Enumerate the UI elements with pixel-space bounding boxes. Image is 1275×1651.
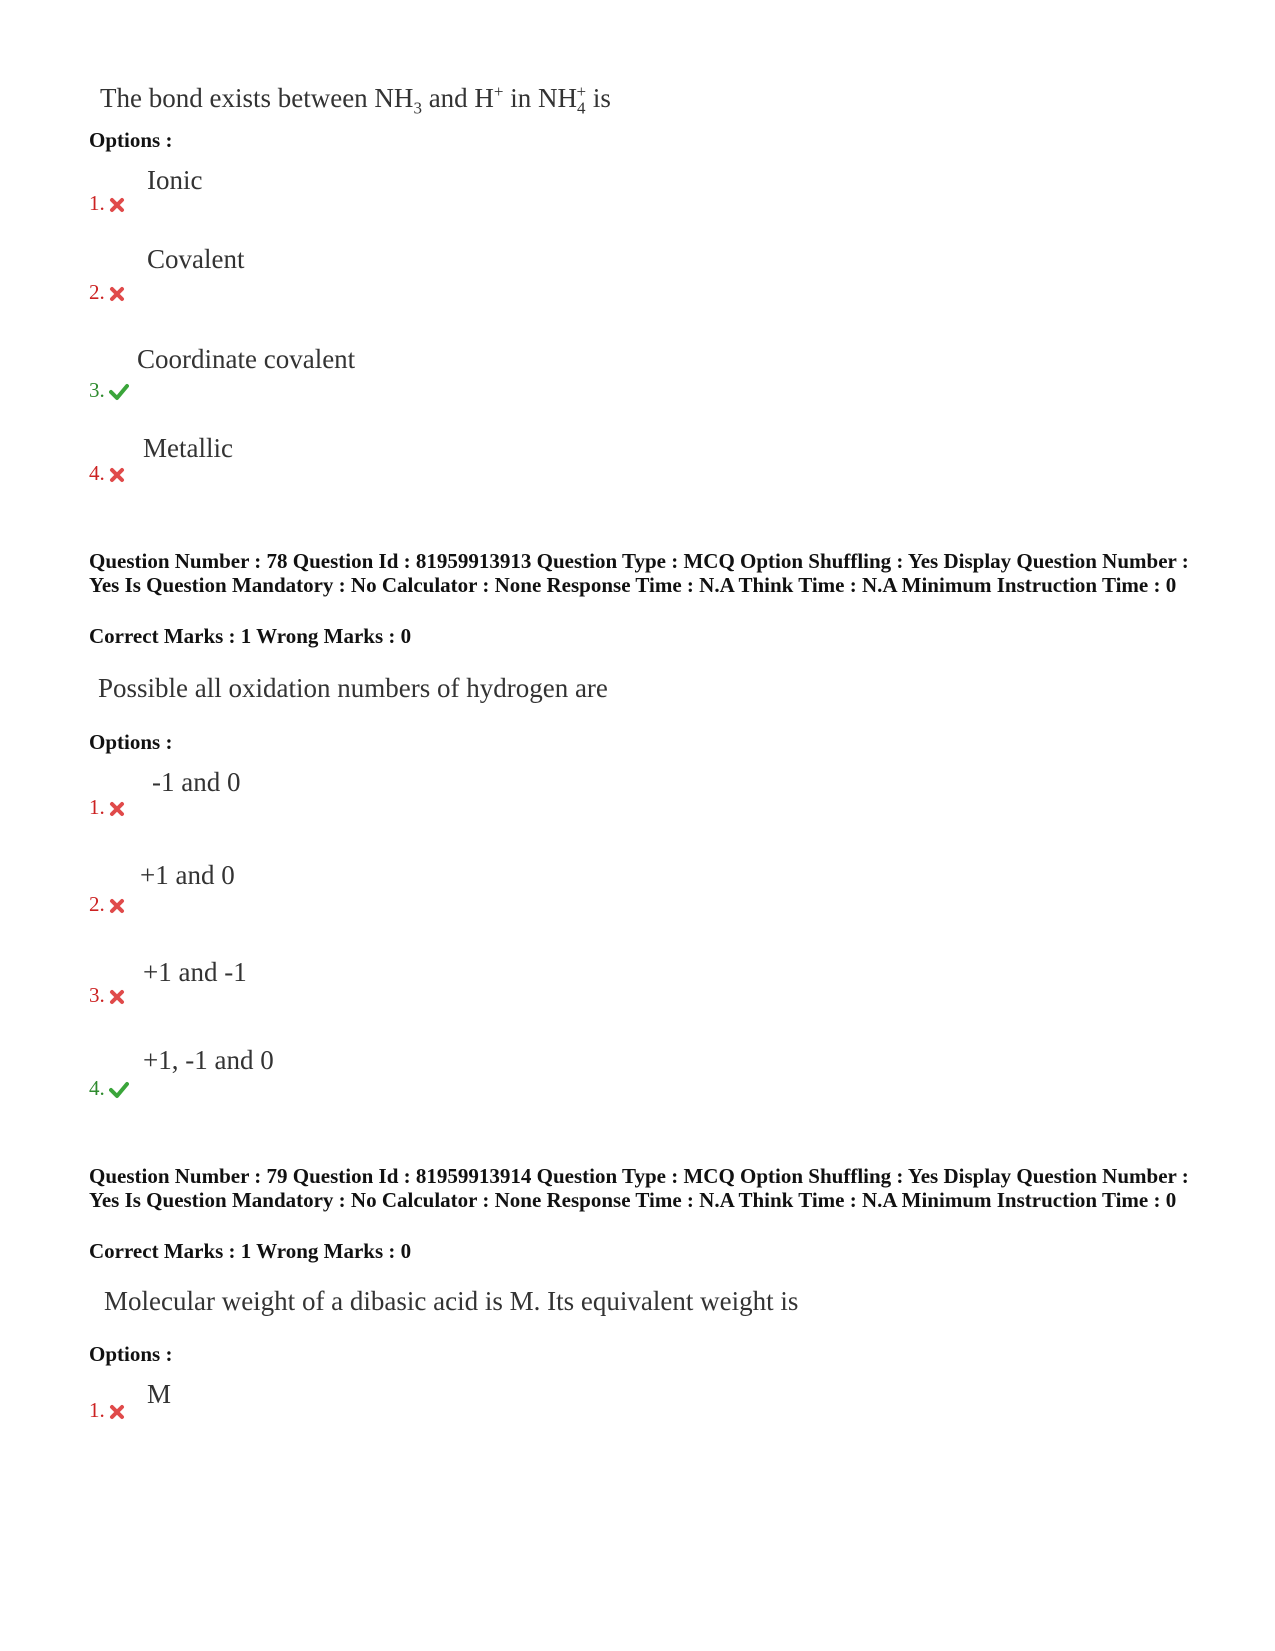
question-marks: Correct Marks : 1 Wrong Marks : 0 [89, 1239, 412, 1263]
cross-icon [109, 898, 125, 914]
cross-icon [109, 1404, 125, 1420]
option-text: +1, -1 and 0 [143, 1045, 274, 1075]
option-number: 3. [89, 983, 125, 1008]
question-meta: Question Number : 78 Question Id : 81959913913 Question Type : MCQ Option Shuffling : Yes Display Question Number : Yes Is Question Mandatory : No Calculator : None Response Time : N.A Think Time : N.A Minimum Instruction Time : 0 [89, 549, 1189, 597]
cross-icon [109, 197, 125, 213]
options-label: Options : [89, 1342, 173, 1366]
options-label: Options : [89, 730, 173, 754]
cross-icon [109, 467, 125, 483]
option-number: 2. [89, 892, 125, 917]
question-meta: Question Number : 79 Question Id : 81959913914 Question Type : MCQ Option Shuffling : Yes Display Question Number : Yes Is Question Mandatory : No Calculator : None Response Time : N.A Think Time : N.A Minimum Instruction Time : 0 [89, 1164, 1189, 1212]
option-text: Coordinate covalent [137, 344, 356, 374]
cross-icon [109, 286, 125, 302]
question-79-stem: Molecular weight of a dibasic acid is M. Its equivalent weight is [104, 1286, 799, 1316]
option-number: 4. [89, 1076, 129, 1101]
option-text: M [147, 1379, 172, 1409]
option-text: Covalent [147, 244, 245, 274]
option-number: 3. [89, 378, 129, 403]
option-number: 1. [89, 1398, 125, 1423]
option-text: Ionic [147, 165, 203, 195]
option-text: Metallic [143, 433, 233, 463]
options-label: Options : [89, 128, 173, 152]
question-78-stem: Possible all oxidation numbers of hydrogen are [98, 673, 608, 703]
cross-icon [109, 801, 125, 817]
option-text: -1 and 0 [152, 767, 241, 797]
option-number: 1. [89, 191, 125, 216]
option-number: 1. [89, 795, 125, 820]
cross-icon [109, 989, 125, 1005]
question-marks: Correct Marks : 1 Wrong Marks : 0 [89, 624, 412, 648]
option-number: 2. [89, 280, 125, 305]
option-number: 4. [89, 461, 125, 486]
option-text: +1 and -1 [143, 957, 247, 987]
option-text: +1 and 0 [140, 860, 235, 890]
check-icon [109, 383, 129, 401]
check-icon [109, 1081, 129, 1099]
question-77-stem: The bond exists between $NH_3$ and H+ in $NH_4^+$ is [100, 82, 611, 118]
